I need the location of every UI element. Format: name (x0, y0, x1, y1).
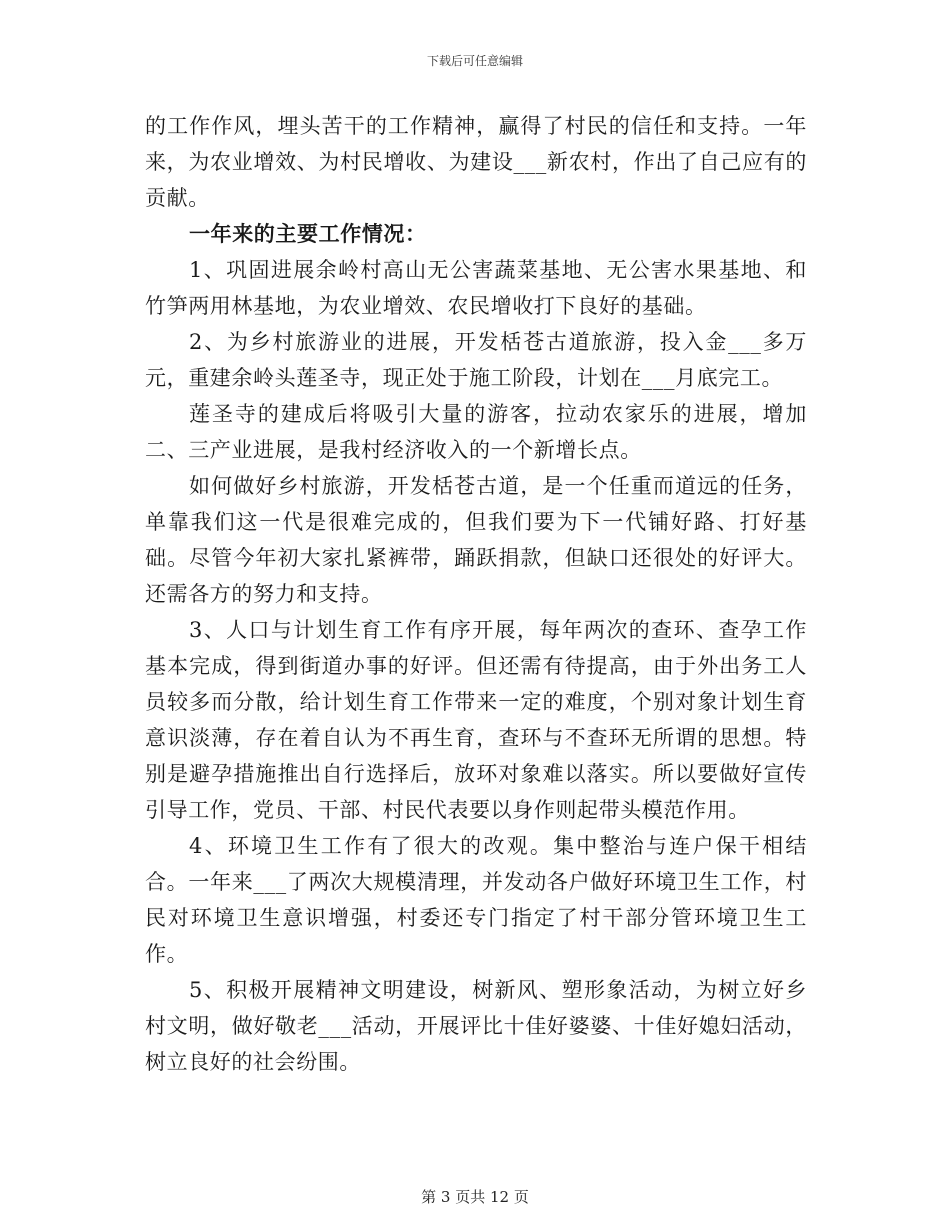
page-header: 下载后可任意编辑 (426, 54, 523, 68)
section-heading: 一年来的主要工作情况： (189, 221, 427, 246)
page-footer: 第 3 页共 12 页 (421, 1188, 529, 1206)
paragraph-item-3: 3、人口与计划生育工作有序开展，每年两次的查环、查孕工作基本完成，得到街道办事的好评。但还需有待提高，由于外出务工人员较多而分散，给计划生育工作带来一定的难度，个别对象计划生育意识淡薄，存在着自认为不再生育，查环与不查环无所谓的思想。特别是避孕措施推出自行选择后，放环对象难以落实。所以要做好宣传引导工作，党员、干部、村民代表要以身作则起带头模范作用。 (145, 618, 807, 822)
paragraph-tourism: 如何做好乡村旅游，开发栝苍古道，是一个任重而道远的任务，单靠我们这一代是很难完成的，但我们要为下一代铺好路、打好基础。尽管今年初大家扎紧裤带，踊跃捐款，但缺口还很处的好评大。还需各方的努力和支持。 (145, 474, 807, 606)
paragraph-item-1: 1、巩固进展余岭村高山无公害蔬菜基地、无公害水果基地、和竹笋两用林基地，为农业增效、农民增收打下良好的基础。 (145, 258, 807, 318)
paragraph-continuation: 的工作作风，埋头苦干的工作精神，赢得了村民的信任和支持。一年来，为农业增效、为村民增收、为建设___新农村，作出了自己应有的贡献。 (145, 114, 807, 210)
paragraph-temple: 莲圣寺的建成后将吸引大量的游客，拉动农家乐的进展，增加二、三产业进展，是我村经济收入的一个新增长点。 (145, 402, 807, 462)
document-body (145, 108, 807, 1080)
paragraph-item-5: 5、积极开展精神文明建设，树新风、塑形象活动，为树立好乡村文明，做好敬老___活动，开展评比十佳好婆婆、十佳好媳妇活动，树立良好的社会纷围。 (145, 978, 807, 1074)
paragraph-item-2: 2、为乡村旅游业的进展，开发栝苍古道旅游，投入金___多万元，重建余岭头莲圣寺，现正处于施工阶段，计划在___月底完工。 (145, 330, 807, 390)
paragraph-item-4: 4、环境卫生工作有了很大的改观。集中整治与连户保干相结合。一年来___了两次大规模清理，并发动各户做好环境卫生工作，村民对环境卫生意识增强，村委还专门指定了村干部分管环境卫生工作。 (145, 834, 807, 966)
